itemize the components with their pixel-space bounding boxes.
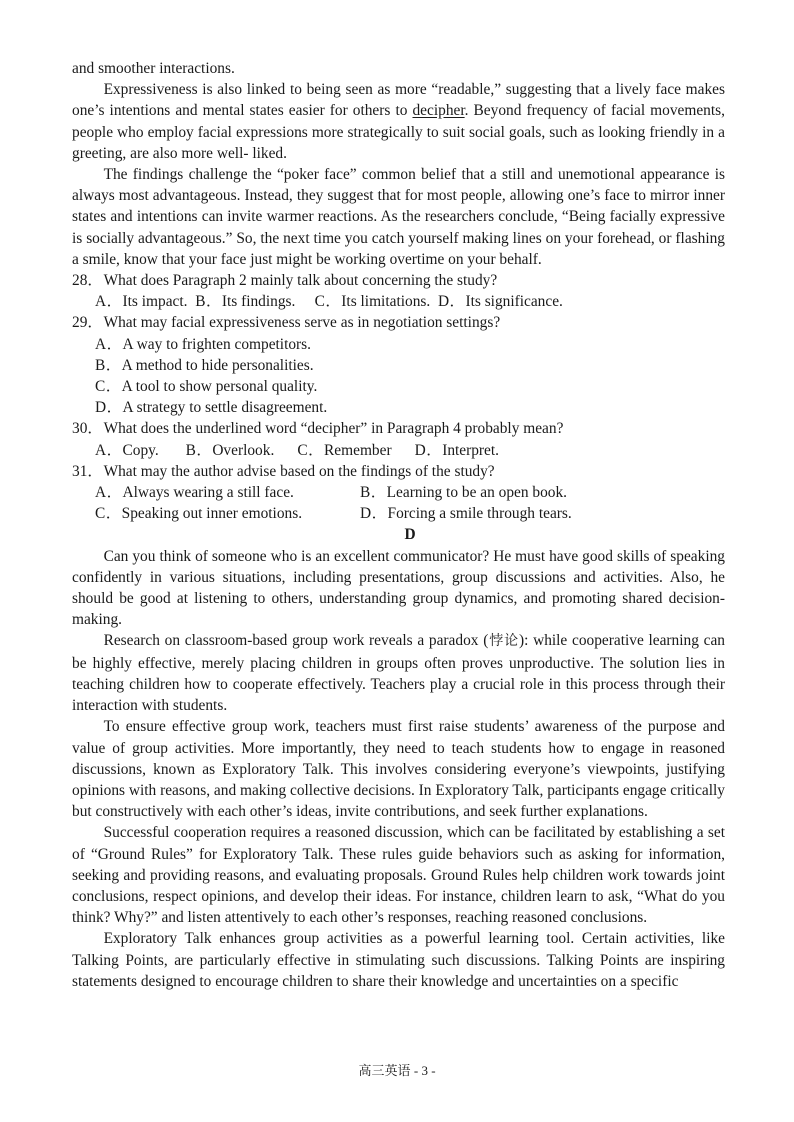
question-28-option-d-text: Its significance. — [465, 293, 563, 311]
question-30-option-a-label: A． — [95, 441, 123, 459]
question-29-option-b-text: A method to hide personalities. — [121, 356, 314, 374]
question-31-option-d[interactable] — [360, 505, 572, 522]
question-28-option-d-label: D． — [437, 293, 466, 311]
question-28-option-c-label: C． — [314, 293, 342, 311]
question-30-option-d[interactable] — [415, 440, 499, 461]
question-31-option-b[interactable] — [360, 484, 567, 501]
paragraph-paradox-text-after: ): while cooperative learning can be highly effective, merely placing children in groups often proves unproductive. The solution lies in teaching children how to cooperate effectively. Teachers play a crucial role in this process through their interaction with students. — [72, 632, 725, 715]
question-30-options — [72, 440, 725, 461]
question-30-number: 30． — [72, 420, 103, 438]
question-28-option-d[interactable] — [438, 291, 563, 312]
question-31-option-b-text: Learning to be an open book. — [386, 484, 568, 502]
question-30-option-d-text: Interpret. — [442, 441, 500, 459]
question-31-options-row-1 — [72, 482, 725, 503]
paragraph-communicator: Can you think of someone who is an excellent communicator? He must have good skills of speaking confidently in various situations, including presentations, group discussions and activities. Also, he should be good at listening to others, understanding group dynamics, and promoting shared decision-making. — [72, 547, 725, 629]
question-30-option-c[interactable] — [297, 440, 391, 461]
paragraph-ground-rules: Successful cooperation requires a reasoned discussion, which can be facilitated by establishing a set of “Ground Rules” for Exploratory Talk. These rules guide behaviors such as asking for information, seeking and providing reasons, and evaluating proposals. Ground Rules help children work towards joint conclusions, respect opinions, and develop their ideas. For instance, children learn to ask, “What do you think? Why?” and listen attentively to each other’s responses, reaching reasoned conclusions. — [72, 824, 725, 927]
question-29-option-a-text: A way to frighten competitors. — [122, 335, 312, 353]
question-31-option-c-label: C． — [95, 505, 122, 523]
question-30-text: What does the underlined word “decipher” in Paragraph 4 probably mean? — [103, 420, 564, 438]
question-29-option-a[interactable] — [72, 334, 725, 355]
question-28-option-b-text: Its findings. — [221, 293, 296, 311]
question-31-option-d-text: Forcing a smile through tears. — [387, 505, 572, 523]
question-31-option-a[interactable] — [95, 482, 360, 503]
paragraph-expressiveness-text-before: Expressiveness is also linked to being seen as more “readable,” suggesting that a lively face makes one’s intentions and mental states easier for others to — [72, 81, 725, 120]
question-29-option-a-label: A． — [95, 335, 123, 353]
question-29-option-d-text: A strategy to settle disagreement. — [122, 399, 328, 417]
question-29-option-b[interactable] — [72, 355, 725, 376]
question-29-option-b-label: B． — [95, 356, 122, 374]
question-31-options-row-2 — [72, 503, 725, 524]
question-28-option-a-label: A． — [95, 293, 123, 311]
question-31-number: 31． — [72, 462, 103, 480]
question-28-number: 28． — [72, 272, 103, 290]
question-28-option-a-text: Its impact. — [122, 293, 188, 311]
underlined-word-decipher: decipher — [412, 102, 465, 120]
question-28-stem — [72, 270, 725, 291]
paragraph-talking-points: Exploratory Talk enhances group activities as a powerful learning tool. Certain activities, like Talking Points, are particularly effective in stimulating such discussions. Talking Points are inspiring statements designed to encourage children to share their knowledge and uncertainties on a specific — [72, 930, 725, 990]
question-29-option-d[interactable] — [72, 397, 725, 418]
page-footer — [0, 1062, 794, 1081]
question-29-stem — [72, 312, 725, 333]
paragraph-expressiveness-text-after: . Beyond frequency of facial movements, people who employ facial expressions more strategically to suit social goals, such as looking friendly in a greeting, are also more well- liked. — [72, 102, 725, 162]
footer-subject: 高三英语 — [358, 1064, 411, 1079]
paragraph-continuation: and smoother interactions. — [72, 60, 235, 77]
question-29-number: 29． — [72, 314, 103, 332]
question-30-option-a-text: Copy. — [122, 441, 159, 459]
paragraph-paradox-text-before: Research on classroom-based group work reveals a paradox ( — [103, 632, 489, 650]
paragraph-exploratory-talk: To ensure effective group work, teachers must first raise students’ awareness of the purpose and value of group activities. More importantly, they need to teach students how to engage in reasoned discussions, known as Exploratory Talk. This involves considering everyone’s viewpoints, justifying opinions with reasons, and making collective decisions. In Exploratory Talk, participants engage critically but constructively with each other’s ideas, invite contributions, and seek further explanations. — [72, 718, 725, 821]
paragraph-paradox — [72, 630, 725, 716]
question-29-option-c[interactable] — [72, 376, 725, 397]
question-30-option-a[interactable] — [95, 440, 159, 461]
paragraph-findings: The findings challenge the “poker face” common belief that a still and unemotional appearance is always most advantageous. Instead, they suggest that for most people, allowing one’s face to mirror inner states and intentions can invite warmer reactions. As the researchers conclude, “Being facially expressive is socially advantageous.” So, the next time you catch yourself making lines on your forehead, or flashing a smile, know that your face just might be working overtime on your behalf. — [72, 166, 725, 268]
question-31-option-c-text: Speaking out inner emotions. — [121, 505, 303, 523]
question-28-option-c[interactable] — [315, 291, 431, 312]
question-31-option-b-label: B． — [360, 484, 387, 502]
question-28-option-b[interactable] — [195, 291, 295, 312]
question-29-option-c-label: C． — [95, 378, 122, 396]
question-31-option-d-label: D． — [360, 505, 388, 523]
question-30-option-b-text: Overlook. — [212, 441, 275, 459]
question-30-option-c-text: Remember — [324, 441, 392, 459]
question-28-option-b-label: B． — [195, 293, 222, 311]
question-28-option-c-text: Its limitations. — [341, 293, 431, 311]
chinese-gloss-paradox: 悖论 — [488, 633, 519, 650]
question-29-option-d-label: D． — [95, 399, 123, 417]
question-31-text: What may the author advise based on the findings of the study? — [103, 462, 495, 480]
question-31-option-a-text: Always wearing a still face. — [122, 484, 294, 502]
section-heading-d: D — [404, 526, 416, 544]
question-29-option-c-text: A tool to show personal quality. — [121, 378, 318, 396]
paragraph-expressiveness — [72, 79, 725, 164]
question-30-option-d-label: D． — [414, 441, 443, 459]
footer-page-number: - 3 - — [413, 1063, 436, 1078]
question-30-option-c-label: C． — [297, 441, 325, 459]
question-30-stem — [72, 418, 725, 439]
question-29-text: What may facial expressiveness serve as in negotiation settings? — [103, 314, 501, 332]
question-31-option-c[interactable] — [95, 503, 360, 524]
question-31-stem — [72, 461, 725, 482]
question-28-text: What does Paragraph 2 mainly talk about concerning the study? — [103, 272, 498, 290]
question-28-option-a[interactable] — [95, 291, 187, 312]
question-31-option-a-label: A． — [95, 484, 123, 502]
question-30-option-b[interactable] — [186, 440, 275, 461]
question-30-option-b-label: B． — [185, 441, 213, 459]
question-28-options — [72, 291, 725, 312]
page-content — [72, 58, 725, 992]
